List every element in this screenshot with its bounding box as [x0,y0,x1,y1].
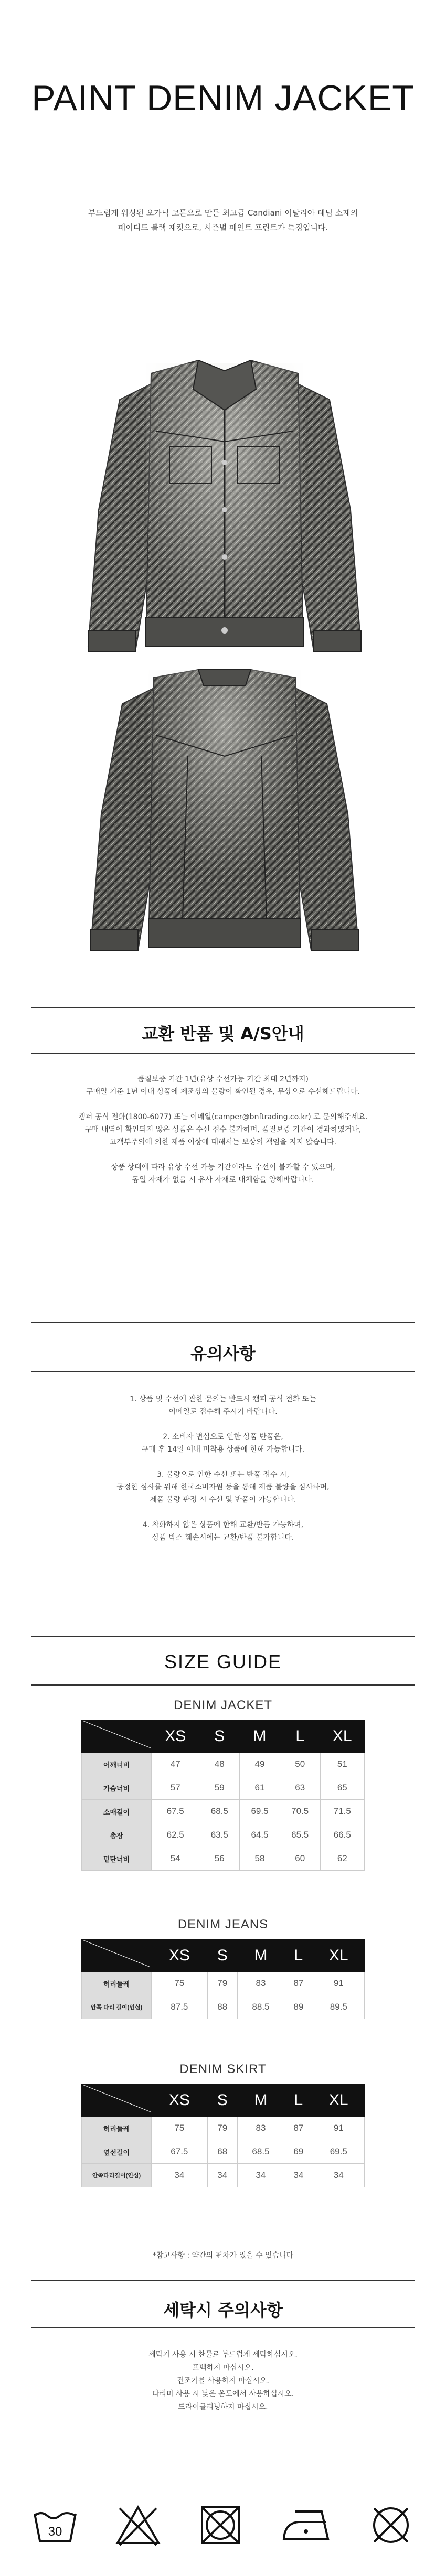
caution-line: 4. 착화하지 않은 상품에 한해 교환/반품 가능하며, [142,1521,304,1529]
no-tumble-dry-icon [197,2504,244,2546]
size-header: S [207,1940,237,1972]
laundry-line: 다리미 사용 시 낮은 온도에서 사용하십시오. [152,2390,294,2398]
table-row [82,2140,365,2164]
table-row [82,1847,365,1871]
table-cell: 34 [284,2164,313,2187]
product-intro [0,206,446,235]
table-row [82,2117,365,2140]
table-cell: 87.5 [152,1995,208,2019]
size-header: M [237,2085,284,2117]
table-cell: 61 [240,1776,280,1800]
caution-text [0,1393,446,1544]
row-label: 어깨너비 [82,1753,152,1776]
product-title: PAINT DENIM JACKET [31,78,415,118]
size-header: XL [313,1940,364,1972]
table-cell: 75 [152,1972,208,1995]
size-guide-title: SIZE GUIDE [164,1651,282,1672]
size-table-jacket [81,1720,365,1871]
table-cell: 68.5 [237,2140,284,2164]
row-label: 허리둘레 [82,2117,152,2140]
table-row [82,1776,365,1800]
care-icons [31,2502,415,2549]
table-cell: 88 [207,1995,237,2019]
section-divider [31,2280,415,2281]
size-header: XL [313,2085,364,2117]
table-cell: 60 [280,1847,320,1871]
size-header: S [207,2085,237,2117]
table-cell: 79 [207,2117,237,2140]
table-row [82,1972,365,1995]
table-cell: 69.5 [313,2140,364,2164]
intro-line: 부드럽게 워싱된 오가닉 코튼으로 만든 최고급 Candiani 이탈리아 데님 소재의 [88,208,358,218]
table-cell: 64.5 [240,1823,280,1847]
table-cell: 62 [320,1847,364,1871]
table-cell: 69 [284,2140,313,2164]
caution-line: 공정한 심사를 위해 한국소비자원 등을 통해 제품 불량을 심사하며, [116,1483,330,1491]
section-divider [31,1007,415,1008]
table-cell: 49 [240,1753,280,1776]
row-label: 안쪽 다리 길이(인심) [82,1995,152,2019]
caution-line [0,1506,446,1519]
table-cell: 67.5 [152,1800,199,1823]
table-cell: 47 [152,1753,199,1776]
section-divider [31,1684,415,1686]
wash-temperature: 30 [48,2525,62,2539]
exchange-line: 동일 자재가 없을 시 유사 자재로 대체함을 양해바랍니다. [132,1176,314,1184]
exchange-line: 캠퍼 공식 전화(1800-6077) 또는 이메일(camper@bnftrading.co.kr) 로 문의해주세요. [78,1113,368,1121]
laundry-line: 세탁기 사용 시 찬물로 부드럽게 세탁하십시오. [148,2350,298,2359]
table-cell: 34 [313,2164,364,2187]
caution-line: 구매 후 14일 이내 미착용 상품에 한해 가능합니다. [141,1445,305,1454]
table-cell: 63.5 [199,1823,240,1847]
section-divider [31,1371,415,1372]
table-cell: 67.5 [152,2140,208,2164]
laundry-line: 표백하지 마십시오. [192,2364,254,2372]
laundry-text [0,2348,446,2414]
table-cell: 57 [152,1776,199,1800]
table-cell: 91 [313,2117,364,2140]
row-label: 가슴너비 [82,1776,152,1800]
table-cell: 87 [284,1972,313,1995]
size-header: M [237,1940,284,1972]
size-table-jeans [81,1939,365,2019]
table-row [82,2164,365,2187]
table-caption-skirt: DENIM SKIRT [179,2062,267,2076]
size-header: XS [152,1721,199,1753]
row-label: 허리둘레 [82,1972,152,1995]
no-dry-clean-icon [367,2504,415,2546]
section-divider [31,1053,415,1054]
table-cell: 83 [237,1972,284,1995]
table-cell: 63 [280,1776,320,1800]
jacket-front-image [78,352,371,657]
size-header: XS [152,1940,208,1972]
exchange-text [0,1073,446,1186]
table-cell: 71.5 [320,1800,364,1823]
table-cell: 89 [284,1995,313,2019]
caution-line: 2. 소비자 변심으로 인한 상품 반품은, [163,1433,283,1441]
table-caption-jeans: DENIM JEANS [177,1917,269,1931]
caution-line [0,1418,446,1431]
table-cell: 48 [199,1753,240,1776]
table-cell: 79 [207,1972,237,1995]
row-label: 총장 [82,1823,152,1847]
table-cell: 34 [207,2164,237,2187]
size-header: M [240,1721,280,1753]
table-cell: 66.5 [320,1823,364,1847]
row-label: 옆선길이 [82,2140,152,2164]
table-cell: 51 [320,1753,364,1776]
caution-line: 제품 불량 판정 시 수선 및 반품이 가능합니다. [150,1496,296,1504]
laundry-line: 드라이클리닝하지 마십시오. [178,2403,268,2411]
table-cell: 70.5 [280,1800,320,1823]
low-iron-icon [280,2504,332,2546]
no-bleach-icon [114,2504,162,2546]
table-row [82,1753,365,1776]
section-divider [31,1322,415,1323]
caution-title: 유의사항 [190,1344,256,1364]
caution-line: 1. 상품 및 수선에 관한 문의는 반드시 캠퍼 공식 전화 또는 [130,1395,316,1403]
table-row [82,1995,365,2019]
section-divider [31,1636,415,1637]
caution-line: 이메일로 접수해 주시기 바랍니다. [168,1408,278,1416]
laundry-line: 건조기를 사용하지 마십시오. [177,2377,269,2385]
intro-line: 페이디드 블랙 재킷으로, 시즌별 페인트 프린트가 특징입니다. [118,223,328,232]
exchange-line: 구매 내역이 확인되지 않은 상품은 수선 접수 불가하며, 품질보증 기간이 경과하였거나, [84,1125,362,1134]
table-cell: 34 [152,2164,208,2187]
exchange-title: 교환 반품 및 A/S안내 [142,1024,304,1044]
table-corner [82,1721,152,1753]
table-cell: 91 [313,1972,364,1995]
jacket-back-image [78,662,371,956]
table-row [82,1800,365,1823]
table-cell: 69.5 [240,1800,280,1823]
table-cell: 56 [199,1847,240,1871]
table-cell: 59 [199,1776,240,1800]
size-table-skirt [81,2084,365,2187]
exchange-line: 상품 상태에 따라 유상 수선 가능 기간이라도 수선이 불가할 수 있으며, [111,1163,335,1172]
table-cell: 50 [280,1753,320,1776]
table-caption-jacket: DENIM JACKET [173,1698,272,1712]
table-cell: 65 [320,1776,364,1800]
table-cell: 83 [237,2117,284,2140]
size-header: L [280,1721,320,1753]
size-header: S [199,1721,240,1753]
wash-30-icon [31,2504,79,2546]
laundry-title: 세탁시 주의사항 [163,2300,283,2320]
table-corner [82,1940,152,1972]
caution-line: 상품 박스 훼손시에는 교환/반품 불가합니다. [152,1533,294,1542]
table-cell: 89.5 [313,1995,364,2019]
exchange-line [0,1149,446,1161]
table-row [82,1823,365,1847]
size-header: L [284,2085,313,2117]
size-header: XS [152,2085,208,2117]
caution-line: 3. 불량으로 인한 수선 또는 반품 접수 시, [157,1471,289,1479]
table-cell: 88.5 [237,1995,284,2019]
table-cell: 68.5 [199,1800,240,1823]
table-corner [82,2085,152,2117]
table-cell: 87 [284,2117,313,2140]
section-divider [31,2327,415,2328]
table-cell: 75 [152,2117,208,2140]
table-cell: 58 [240,1847,280,1871]
row-label: 안쪽다리길이(인심) [82,2164,152,2187]
table-cell: 68 [207,2140,237,2164]
table-cell: 62.5 [152,1823,199,1847]
row-label: 소매길이 [82,1800,152,1823]
size-note: *참고사항 : 약간의 편차가 있을 수 있습니다 [152,2251,294,2260]
caution-line [0,1456,446,1468]
exchange-line: 구매일 기준 1년 이내 상품에 제조상의 불량이 확인될 경우, 무상으로 수선해드립니다. [86,1088,360,1096]
table-cell: 34 [237,2164,284,2187]
table-cell: 65.5 [280,1823,320,1847]
table-cell: 54 [152,1847,199,1871]
exchange-line: 품질보증 기간 1년(유상 수선가능 기간 최대 2년까지) [137,1075,309,1083]
exchange-line: 고객부주의에 의한 제품 이상에 대해서는 보상의 책임을 지지 않습니다. [109,1138,337,1146]
size-header: XL [320,1721,364,1753]
size-header: L [284,1940,313,1972]
exchange-line [0,1098,446,1111]
row-label: 밑단너비 [82,1847,152,1871]
